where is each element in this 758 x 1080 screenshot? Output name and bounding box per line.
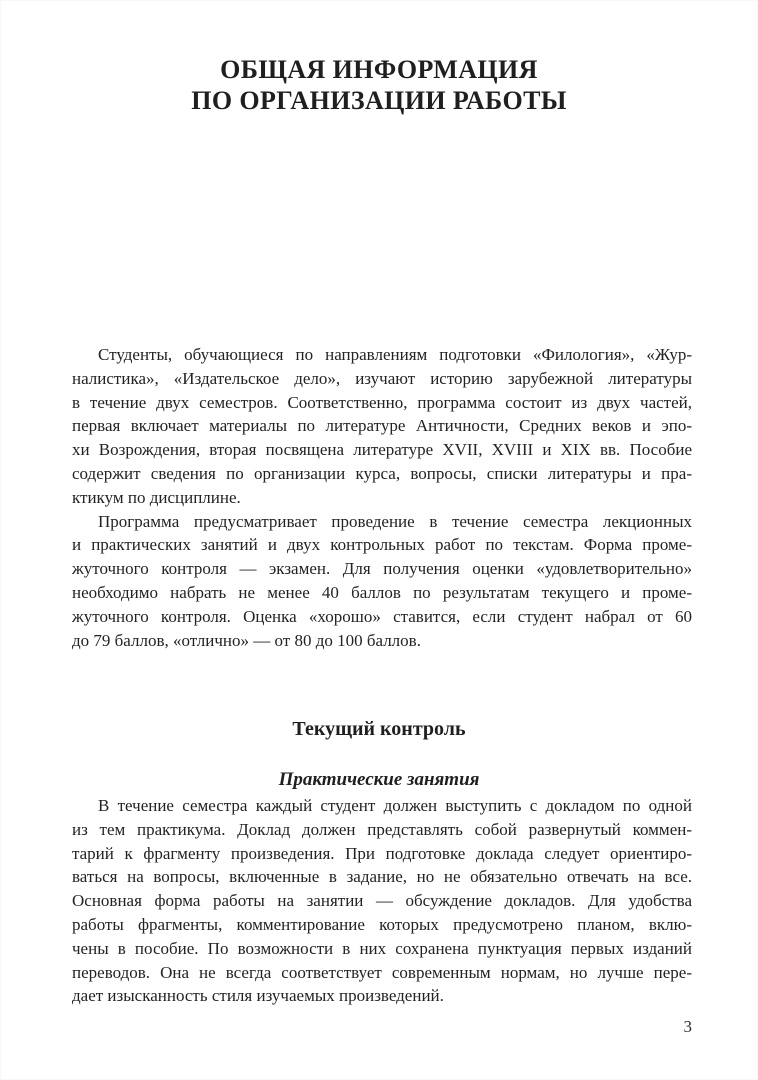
page-number: 3 (683, 1017, 692, 1036)
text-line: хи Возрождения, вторая посвящена литературе XVII, XVIII и XIX вв. Пособие (72, 440, 692, 460)
text-line: и практических занятий и двух контрольных работ по текстам. Форма проме- (72, 535, 692, 555)
text-line: жуточного контроля — экзамен. Для получения оценки «удовлетворительно» (72, 559, 692, 579)
text-line: необходимо набрать не менее 40 баллов по результатам текущего и проме- (72, 582, 692, 602)
text-line: ваться на вопросы, включенные в задание, но не обязательно отвечать на все. (72, 867, 692, 887)
chapter-title-line-2: ПО ОРГАНИЗАЦИИ РАБОТЫ (191, 86, 567, 115)
text-line: первая включает материалы по литературе Античности, Средних веков и эпо- (72, 416, 692, 436)
chapter-title (0, 54, 758, 116)
text-line: тарий к фрагменту произведения. При подготовке доклада следует ориентиро- (72, 843, 692, 863)
text-line: Студенты, обучающиеся по направлениям подготовки «Филология», «Жур- (98, 345, 692, 364)
text-line: налистика», «Издательское дело», изучают историю зарубежной литературы (72, 368, 692, 388)
text-line: В течение семестра каждый студент должен выступить с докладом по одной (98, 796, 692, 815)
text-line: дает изысканность стиля изучаемых произведений. (72, 986, 444, 1006)
text-line: из тем практикума. Доклад должен представлять собой развернутый коммен- (72, 819, 692, 839)
text-line: Программа предусматривает проведение в течение семестра лекционных (98, 511, 692, 531)
text-line: содержит сведения по организации курса, вопросы, списки литературы и пра- (72, 463, 692, 483)
text-line: жуточного контроля. Оценка «хорошо» ставится, если студент набрал от 60 (72, 606, 692, 626)
section-text-block (72, 794, 692, 1008)
text-line: переводов. Она не всегда соответствует современным нормам, но лучше пере- (72, 962, 692, 982)
text-line: в течение двух семестров. Соответственно, программа состоит из двух частей, (72, 392, 692, 412)
section-heading: Текущий контроль (292, 718, 466, 740)
text-line: работы фрагменты, комментирование которых предусмотрено планом, вклю- (72, 914, 692, 934)
chapter-title-line-1: ОБЩАЯ ИНФОРМАЦИЯ (220, 55, 538, 84)
text-line: Основная форма работы на занятии — обсуждение докладов. Для удобства (72, 891, 692, 911)
section-subheading: Практические занятия (278, 769, 480, 790)
text-line: до 79 баллов, «отлично» — от 80 до 100 баллов. (72, 630, 421, 650)
text-line: чены в пособие. По возможности в них сохранена пунктуация первых изданий (72, 938, 692, 958)
intro-text-block (72, 343, 692, 652)
text-line: ктикум по дисциплине. (72, 487, 241, 507)
